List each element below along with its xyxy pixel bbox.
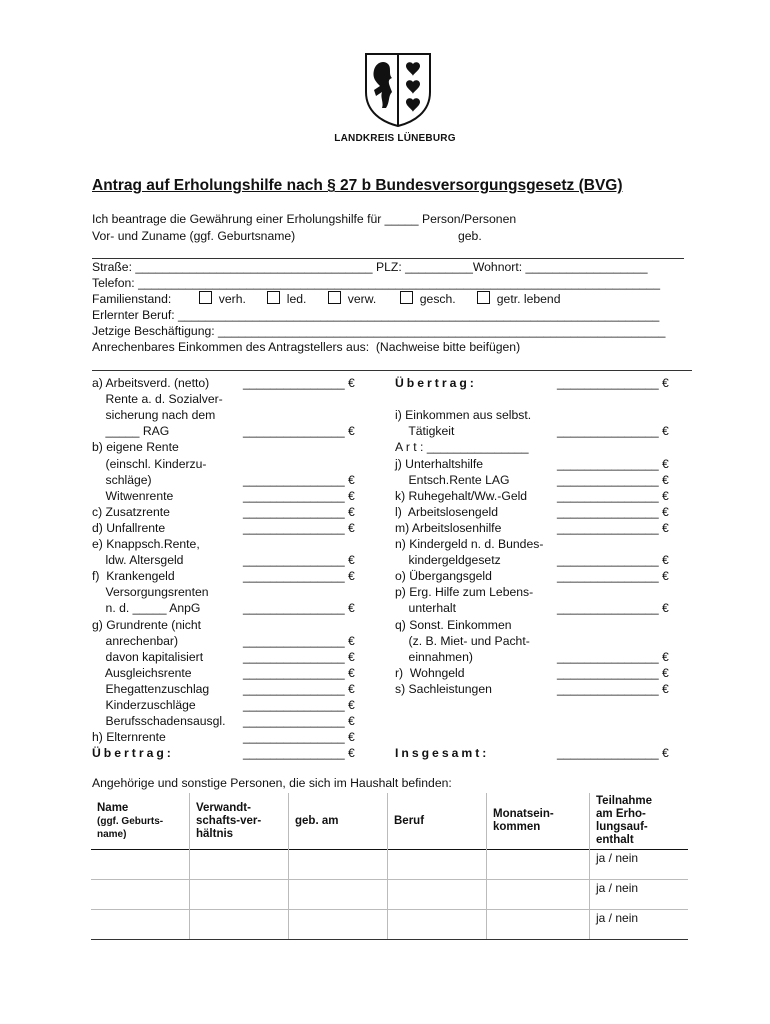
income-item: sicherung nach dem [92, 408, 216, 423]
name-label: Vor- und Zuname (ggf. Geburtsname) [92, 229, 296, 243]
income-item: g) Grundrente (nicht [92, 617, 202, 632]
income-heading: Anrechenbares Einkommen des Antragstellers aus: (Nachweise bitte beifügen) [92, 340, 521, 354]
income-item: anrechenbar) [92, 633, 179, 648]
employment-line[interactable]: Jetzige Beschäftigung: __________________________________________________________________ [92, 324, 666, 338]
header-part-4: enthalt [596, 834, 634, 846]
amount-field[interactable]: _______________ € [243, 601, 355, 616]
carryover-field[interactable]: _______________ € [243, 746, 355, 761]
income-item: k) Ruhegehalt/Ww.-Geld [395, 488, 528, 503]
income-item: l) Arbeitslosengeld [395, 504, 498, 519]
income-item: h) Elternrente [92, 730, 166, 745]
cell[interactable] [487, 910, 590, 940]
cell[interactable] [190, 880, 289, 910]
table-row [91, 910, 688, 940]
income-item: kindergeldgesetz [395, 553, 501, 568]
income-item: Entsch.Rente LAG [395, 472, 510, 487]
total-label: Insgesamt: [395, 746, 490, 761]
income-item: ldw. Altersgeld [92, 553, 184, 568]
income-item: Tätigkeit [395, 424, 455, 439]
col-birthdate [289, 793, 388, 850]
header-part-1: Teilnahme [596, 795, 653, 807]
income-item: Ausgleichsrente [92, 665, 192, 680]
checkbox-label: getr. lebend [496, 292, 561, 306]
cell[interactable] [91, 910, 190, 940]
address-line[interactable]: Straße: ___________________________________ PLZ: __________Wohnort: __________________ [92, 260, 648, 274]
income-item: Versorgungsrenten [92, 585, 209, 600]
header-name-sub2: name) [97, 828, 127, 840]
income-item: e) Knappsch.Rente, [92, 537, 200, 551]
income-item: (z. B. Miet- und Pacht- [395, 633, 530, 648]
cell[interactable] [190, 850, 289, 880]
org-name: LANDKREIS LÜNEBURG [334, 133, 456, 144]
participation-cell[interactable]: ja / nein [590, 910, 689, 940]
participation-cell[interactable]: ja / nein [590, 850, 689, 880]
checkbox-label: led. [286, 292, 307, 306]
income-item: einnahmen) [395, 649, 473, 664]
amount-field[interactable]: _______________ € [557, 520, 669, 535]
income-item: d) Unfallrente [92, 520, 166, 535]
household-heading: Angehörige und sonstige Personen, die sich im Haushalt befinden: [92, 776, 452, 790]
cell[interactable] [388, 880, 487, 910]
amount-field[interactable]: _______________ € [243, 488, 355, 503]
header-relation-1: Verwandt- [196, 801, 251, 814]
section-divider [92, 370, 692, 371]
cell[interactable] [289, 910, 388, 940]
cell[interactable] [289, 850, 388, 880]
total-field[interactable]: _______________ € [557, 746, 669, 761]
birth-label: geb. [458, 229, 482, 243]
amount-field[interactable]: _______________ € [243, 504, 355, 519]
header-name-sub1: (ggf. Geburts- [97, 815, 164, 827]
amount-field[interactable]: _______________ € [557, 424, 669, 439]
income-item: i) Einkommen aus selbst. [395, 408, 532, 423]
checkbox-led[interactable] [267, 291, 306, 307]
header-name: Name [97, 801, 129, 814]
checkbox-gesch[interactable] [400, 291, 456, 307]
income-item: Rente a. d. Sozialver- [92, 392, 223, 407]
income-item: a) Arbeitsverd. (netto) [92, 376, 210, 390]
amount-field[interactable]: _______________ € [557, 456, 669, 471]
checkbox-box[interactable] [328, 291, 341, 304]
income-item: Berufsschadensausgl. [92, 714, 226, 729]
income-item: m) Arbeitslosenhilfe [395, 520, 502, 535]
col-name [91, 793, 190, 850]
income-item: davon kapitalisiert [92, 649, 204, 664]
amount-field[interactable]: _______________ € [557, 649, 669, 664]
amount-field[interactable]: _______________ € [557, 665, 669, 680]
cell[interactable] [289, 880, 388, 910]
col-participation [590, 793, 689, 850]
checkbox-verw[interactable] [328, 291, 376, 307]
income-item: s) Sachleistungen [395, 681, 492, 696]
header-part-3: lungsauf- [596, 821, 648, 833]
income-item: unterhalt [395, 601, 456, 616]
checkbox-label: verw. [347, 292, 377, 306]
coat-of-arms-logo [362, 52, 434, 128]
col-income [487, 793, 590, 850]
amount-field[interactable]: _______________ € [557, 488, 669, 503]
cell[interactable] [91, 880, 190, 910]
cell[interactable] [388, 910, 487, 940]
checkbox-getr-lebend[interactable] [477, 291, 560, 307]
amount-field[interactable]: _______________ € [557, 553, 669, 568]
income-item: Ehegattenzuschlag [92, 681, 210, 696]
amount-field[interactable]: _______________ € [243, 633, 355, 648]
table-row [91, 880, 688, 910]
amount-field[interactable]: _______________ € [557, 569, 669, 584]
header-relation-3: hältnis [196, 827, 234, 840]
income-item: b) eigene Rente [92, 440, 179, 455]
header-birthdate: geb. am [295, 814, 339, 827]
income-item: f) Krankengeld [92, 569, 175, 584]
income-item: c) Zusatzrente [92, 504, 170, 519]
income-item: (einschl. Kinderzu- [92, 456, 207, 471]
persons-line[interactable]: Ich beantrage die Gewährung einer Erholungshilfe für _____ Person/Personen [92, 212, 517, 226]
cell[interactable] [91, 850, 190, 880]
checkbox-box[interactable] [477, 291, 490, 304]
checkbox-label: gesch. [419, 292, 456, 306]
amount-field[interactable]: _______________ € [243, 730, 355, 745]
amount-field[interactable]: _______________ € [557, 504, 669, 519]
income-item: Kinderzuschläge [92, 698, 196, 712]
household-table [91, 793, 688, 940]
checkbox-box[interactable] [267, 291, 280, 304]
checkbox-box[interactable] [199, 291, 212, 304]
checkbox-label: verh. [218, 292, 246, 306]
header-relation-2: schafts-ver- [196, 814, 262, 827]
carryover-label: Übertrag: [92, 746, 174, 761]
col-profession [388, 793, 487, 850]
cell[interactable] [487, 880, 590, 910]
carryover-field-right[interactable]: _______________ € [557, 376, 669, 390]
amount-field[interactable]: _______________ € [243, 553, 355, 568]
participation-cell[interactable]: ja / nein [590, 880, 689, 910]
income-item: _____ RAG [92, 424, 170, 439]
carryover-label-right: Übertrag: [395, 376, 477, 390]
amount-field[interactable]: _______________ € [243, 376, 355, 390]
profession-line[interactable]: Erlernter Beruf: _______________________________________________________________________ [92, 308, 660, 322]
phone-line[interactable]: Telefon: _____________________________________________________________________________ [92, 276, 660, 290]
cell[interactable] [190, 910, 289, 940]
amount-field[interactable]: _______________ € [557, 681, 669, 696]
cell[interactable] [487, 850, 590, 880]
amount-field[interactable]: _______________ € [243, 472, 355, 487]
amount-field[interactable]: _______________ € [243, 681, 355, 696]
income-item: q) Sonst. Einkommen [395, 617, 512, 632]
header-part-2: am Erho- [596, 808, 646, 820]
income-item: n. d. _____ AnpG [92, 601, 201, 616]
income-item: schläge) [92, 472, 152, 487]
amount-field[interactable]: _______________ € [243, 698, 355, 712]
amount-field[interactable]: _______________ € [243, 520, 355, 535]
amount-field[interactable]: _______________ € [557, 472, 669, 487]
amount-field[interactable]: _______________ € [243, 714, 355, 729]
amount-field[interactable]: _______________ € [243, 649, 355, 664]
income-item: A r t : _______________ [395, 440, 529, 455]
amount-field[interactable]: _______________ € [243, 424, 355, 439]
cell[interactable] [388, 850, 487, 880]
table-row [91, 850, 688, 880]
income-item: r) Wohngeld [395, 665, 465, 680]
amount-field[interactable]: _______________ € [243, 569, 355, 584]
income-item: p) Erg. Hilfe zum Lebens- [395, 585, 534, 600]
income-item: o) Übergangsgeld [395, 569, 492, 584]
income-item: n) Kindergeld n. d. Bundes- [395, 537, 544, 551]
marital-status-label: Familienstand: [92, 292, 172, 306]
form-title: Antrag auf Erholungshilfe nach § 27 b Bundesversorgungsgesetz (BVG) [92, 177, 623, 194]
header-profession: Beruf [394, 814, 425, 827]
income-item: j) Unterhaltshilfe [395, 456, 484, 471]
header-income-2: kommen [493, 821, 541, 833]
income-item: Witwenrente [92, 488, 174, 503]
amount-field[interactable]: _______________ € [243, 665, 355, 680]
col-relation [190, 793, 289, 850]
checkbox-box[interactable] [400, 291, 413, 304]
header-income-1: Monatsein- [493, 808, 554, 820]
checkbox-verh[interactable] [199, 291, 246, 307]
amount-field[interactable]: _______________ € [557, 601, 669, 616]
